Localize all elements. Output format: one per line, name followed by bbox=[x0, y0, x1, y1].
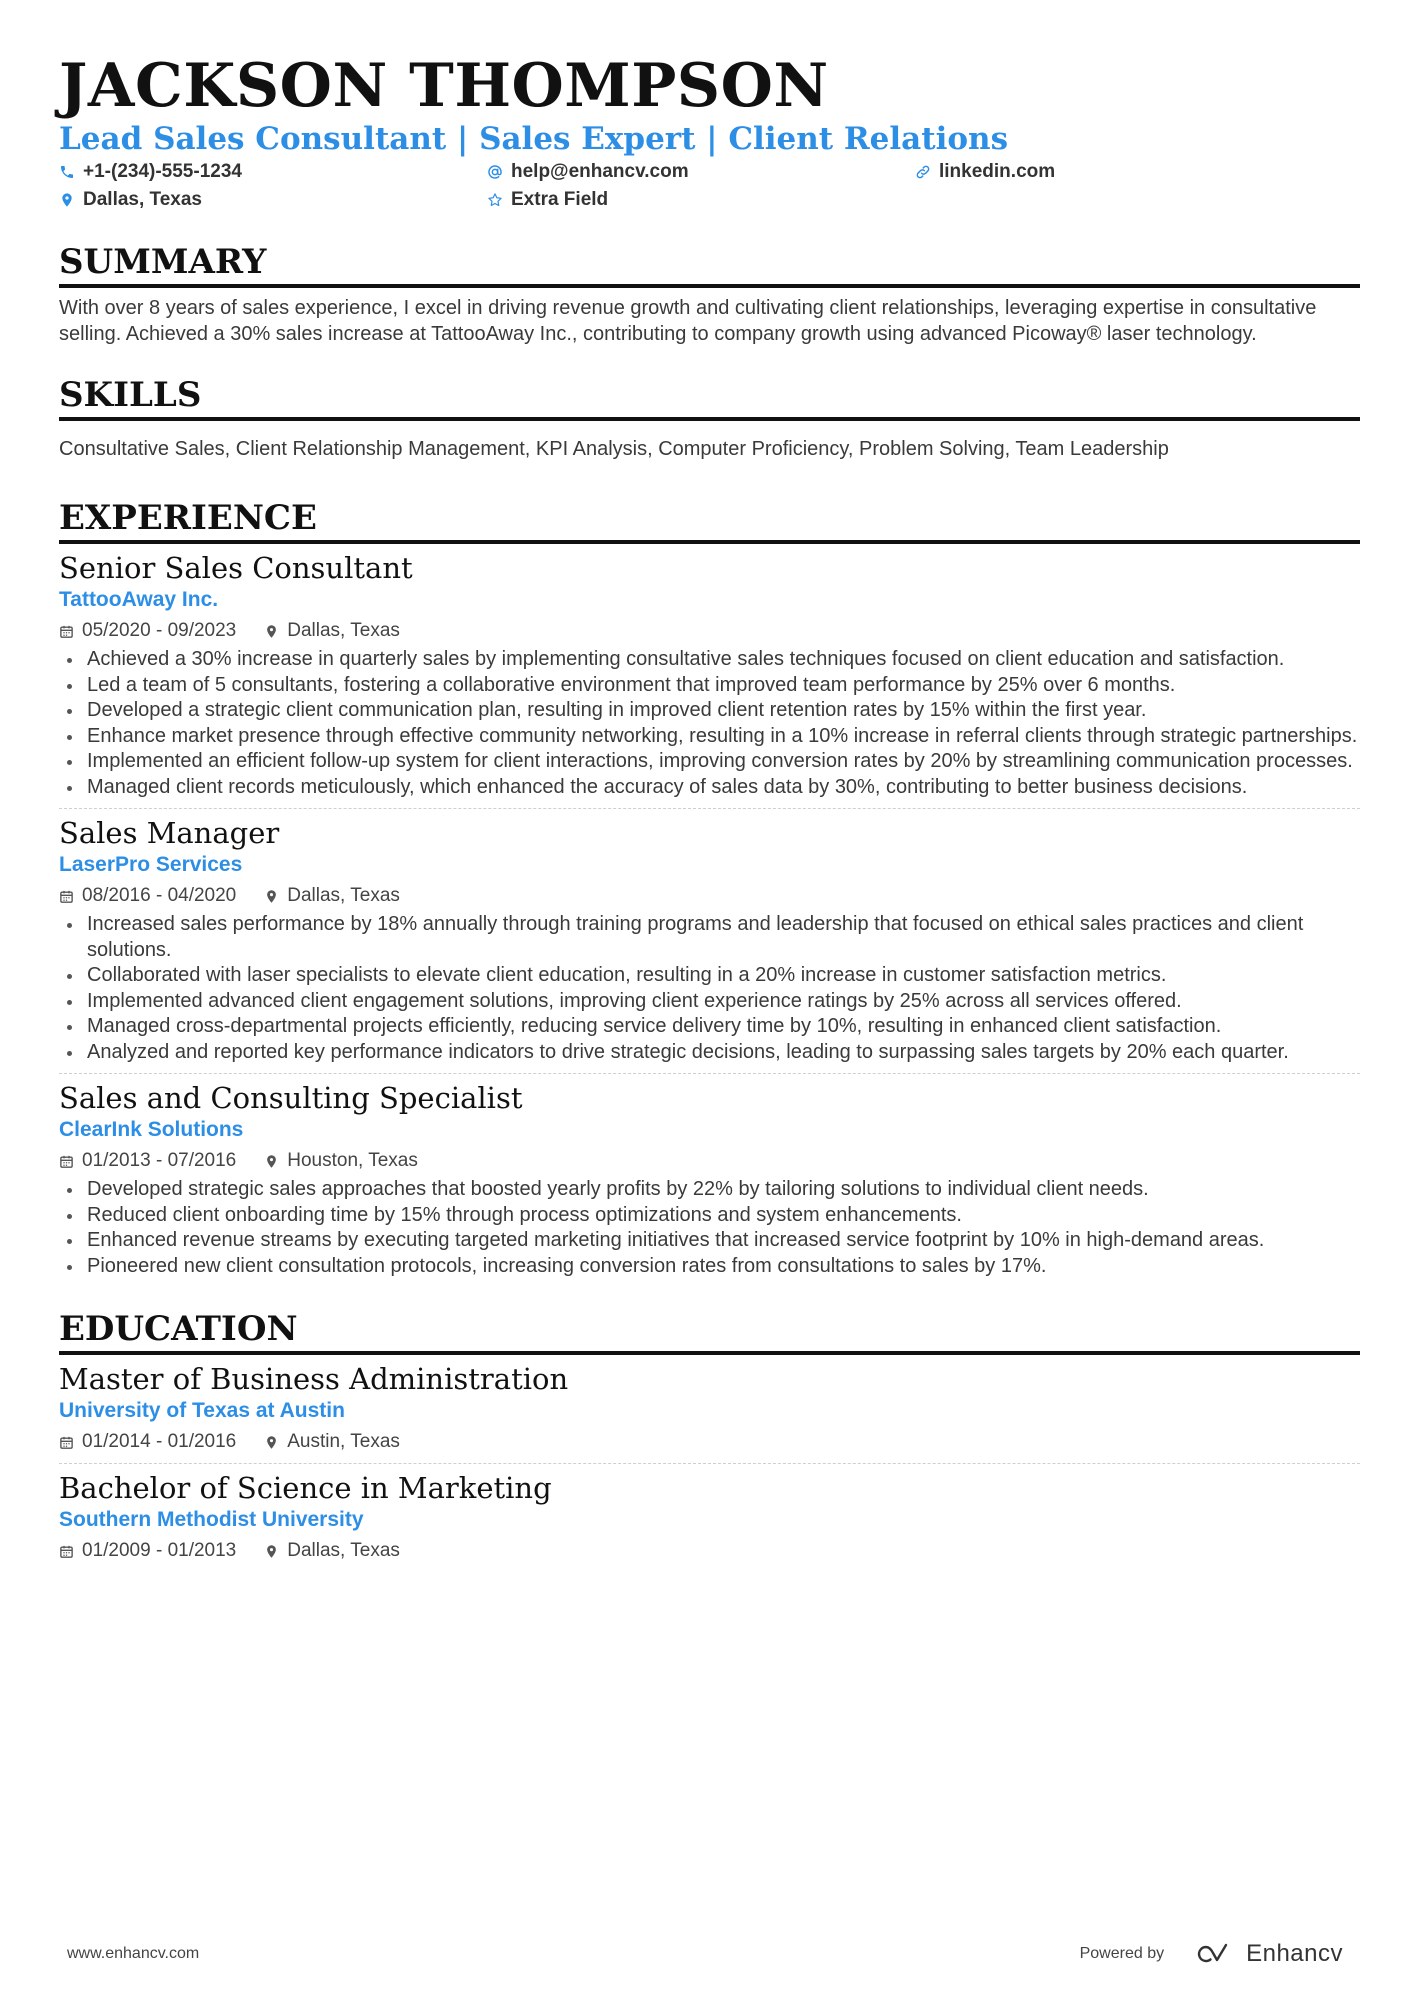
entry-divider bbox=[59, 1463, 1360, 1464]
calendar-icon bbox=[59, 1154, 74, 1169]
education-title: EDUCATION bbox=[59, 1309, 1360, 1355]
location-pin-icon bbox=[264, 1544, 279, 1559]
phone-icon bbox=[59, 164, 75, 180]
company-name: TattooAway Inc. bbox=[59, 588, 219, 611]
powered-by-label: Powered by bbox=[1079, 1945, 1165, 1962]
bullet-item: Implemented an efficient follow-up system for client interactions, improving conversion rates by 20% by streamlining communication processes. bbox=[59, 749, 1360, 775]
star-icon bbox=[487, 192, 503, 208]
resume-page bbox=[59, 50, 1360, 1564]
bullet-item: Managed client records meticulously, which enhanced the accuracy of sales data by 30%, contributing to better business decisions. bbox=[59, 775, 1360, 801]
experience-entry bbox=[59, 815, 1360, 1065]
bullet-item: Led a team of 5 consultants, fostering a collaborative environment that improved team performance by 25% over 6 months. bbox=[59, 673, 1360, 699]
education-location-text: Dallas, Texas bbox=[287, 1540, 400, 1561]
job-location-text: Houston, Texas bbox=[287, 1150, 418, 1171]
degree-title: Bachelor of Science in Marketing bbox=[59, 1471, 552, 1505]
powered-by bbox=[1080, 1940, 1343, 1968]
job-meta bbox=[59, 1148, 1360, 1174]
footer-website-link[interactable]: www.enhancv.com bbox=[67, 1945, 200, 1962]
headline: Lead Sales Consultant | Sales Expert | Client Relations bbox=[59, 121, 1009, 157]
candidate-name: JACKSON THOMPSON bbox=[59, 51, 829, 121]
contact-location bbox=[59, 188, 487, 212]
education-dates: 01/2009 - 01/2013 bbox=[82, 1540, 237, 1561]
job-dates: 01/2013 - 07/2016 bbox=[82, 1150, 237, 1171]
entry-divider bbox=[59, 1073, 1360, 1074]
company-name: ClearInk Solutions bbox=[59, 1118, 244, 1141]
contact-linkedin[interactable] bbox=[915, 160, 1360, 184]
location-pin-icon bbox=[264, 1435, 279, 1450]
bullet-item: Managed cross-departmental projects efficiently, reducing service delivery time by 10%, resulting in enhanced client satisfaction. bbox=[59, 1014, 1360, 1040]
job-location bbox=[264, 883, 400, 909]
job-bullets bbox=[59, 912, 1360, 1065]
extra-field-text: Extra Field bbox=[511, 189, 609, 210]
summary-section bbox=[59, 242, 1360, 347]
education-entry bbox=[59, 1470, 1360, 1564]
link-icon bbox=[915, 164, 931, 180]
job-dates: 08/2016 - 04/2020 bbox=[82, 885, 237, 906]
education-dates: 01/2014 - 01/2016 bbox=[82, 1431, 237, 1452]
email-text: help@enhancv.com bbox=[511, 161, 689, 182]
page-footer bbox=[67, 1940, 1343, 1968]
bullet-item: Pioneered new client consultation protocols, increasing conversion rates from consultations to sales by 17%. bbox=[59, 1254, 1360, 1280]
location-pin-icon bbox=[264, 889, 279, 904]
job-title: Senior Sales Consultant bbox=[59, 551, 413, 585]
job-bullets bbox=[59, 647, 1360, 800]
enhancv-brand-text: Enhancv bbox=[1246, 1940, 1343, 1967]
bullet-item: Increased sales performance by 18% annually through training programs and leadership that focused on ethical sales practices and client solutions. bbox=[59, 912, 1360, 963]
linkedin-text: linkedin.com bbox=[939, 161, 1056, 182]
location-pin-icon bbox=[264, 1154, 279, 1169]
enhancv-logo-icon bbox=[1192, 1943, 1236, 1965]
skills-text: Consultative Sales, Client Relationship Management, KPI Analysis, Computer Proficiency, Problem Solving, Team Leadership bbox=[59, 438, 1169, 460]
calendar-icon bbox=[59, 1544, 74, 1559]
at-icon bbox=[487, 164, 503, 180]
education-location-text: Austin, Texas bbox=[287, 1431, 400, 1452]
education-location bbox=[264, 1429, 400, 1455]
experience-section bbox=[59, 498, 1360, 1279]
bullet-item: Analyzed and reported key performance indicators to drive strategic decisions, leading to surpassing sales targets by 20% each quarter. bbox=[59, 1040, 1360, 1066]
job-location bbox=[264, 618, 400, 644]
experience-title: EXPERIENCE bbox=[59, 498, 1360, 544]
contact-info bbox=[59, 160, 1360, 212]
contact-phone[interactable] bbox=[59, 160, 487, 184]
school-name: Southern Methodist University bbox=[59, 1508, 364, 1531]
job-dates: 05/2020 - 09/2023 bbox=[82, 620, 237, 641]
education-section bbox=[59, 1309, 1360, 1564]
experience-entry bbox=[59, 1080, 1360, 1279]
skills-section bbox=[59, 375, 1360, 462]
job-bullets bbox=[59, 1177, 1360, 1279]
bullet-item: Achieved a 30% increase in quarterly sales by implementing consultative sales techniques focused on client education and satisfaction. bbox=[59, 647, 1360, 673]
contact-extra bbox=[487, 188, 915, 212]
enhancv-logo[interactable] bbox=[1192, 1940, 1343, 1968]
bullet-item: Enhance market presence through effective community networking, resulting in a 10% increase in referral clients through strategic partnerships. bbox=[59, 724, 1360, 750]
job-location-text: Dallas, Texas bbox=[287, 885, 400, 906]
phone-text: +1-(234)-555-1234 bbox=[83, 161, 242, 182]
bullet-item: Reduced client onboarding time by 15% through process optimizations and system enhancements. bbox=[59, 1203, 1360, 1229]
job-title: Sales Manager bbox=[59, 816, 280, 850]
skills-title: SKILLS bbox=[59, 375, 1360, 421]
education-meta bbox=[59, 1538, 1360, 1564]
entry-divider bbox=[59, 808, 1360, 809]
bullet-item: Collaborated with laser specialists to elevate client education, resulting in a 20% increase in customer satisfaction metrics. bbox=[59, 963, 1360, 989]
location-pin-icon bbox=[59, 192, 75, 208]
degree-title: Master of Business Administration bbox=[59, 1362, 569, 1396]
location-pin-icon bbox=[264, 624, 279, 639]
job-meta bbox=[59, 618, 1360, 644]
job-meta bbox=[59, 883, 1360, 909]
education-entry bbox=[59, 1361, 1360, 1455]
contact-email[interactable] bbox=[487, 160, 915, 184]
job-location-text: Dallas, Texas bbox=[287, 620, 400, 641]
job-title: Sales and Consulting Specialist bbox=[59, 1081, 523, 1115]
calendar-icon bbox=[59, 624, 74, 639]
calendar-icon bbox=[59, 1435, 74, 1450]
summary-title: SUMMARY bbox=[59, 242, 1360, 288]
school-name: University of Texas at Austin bbox=[59, 1399, 345, 1422]
bullet-item: Enhanced revenue streams by executing targeted marketing initiatives that increased service footprint by 10% in high-demand areas. bbox=[59, 1228, 1360, 1254]
company-name: LaserPro Services bbox=[59, 853, 243, 876]
education-location bbox=[264, 1538, 400, 1564]
bullet-item: Implemented advanced client engagement solutions, improving client experience ratings by 25% across all services offered. bbox=[59, 989, 1360, 1015]
bullet-item: Developed strategic sales approaches that boosted yearly profits by 22% by tailoring solutions to individual client needs. bbox=[59, 1177, 1360, 1203]
bullet-item: Developed a strategic client communication plan, resulting in improved client retention rates by 15% within the first year. bbox=[59, 698, 1360, 724]
calendar-icon bbox=[59, 889, 74, 904]
job-location bbox=[264, 1148, 418, 1174]
education-meta bbox=[59, 1429, 1360, 1455]
location-text: Dallas, Texas bbox=[83, 189, 203, 210]
summary-text: With over 8 years of sales experience, I excel in driving revenue growth and cultivating client relationships, leveraging expertise in consultative selling. Achieved a 30% sales increase at TattooAway Inc., contributing to company growth using advanced Picoway® laser technology. bbox=[59, 297, 1317, 345]
experience-entry bbox=[59, 550, 1360, 800]
